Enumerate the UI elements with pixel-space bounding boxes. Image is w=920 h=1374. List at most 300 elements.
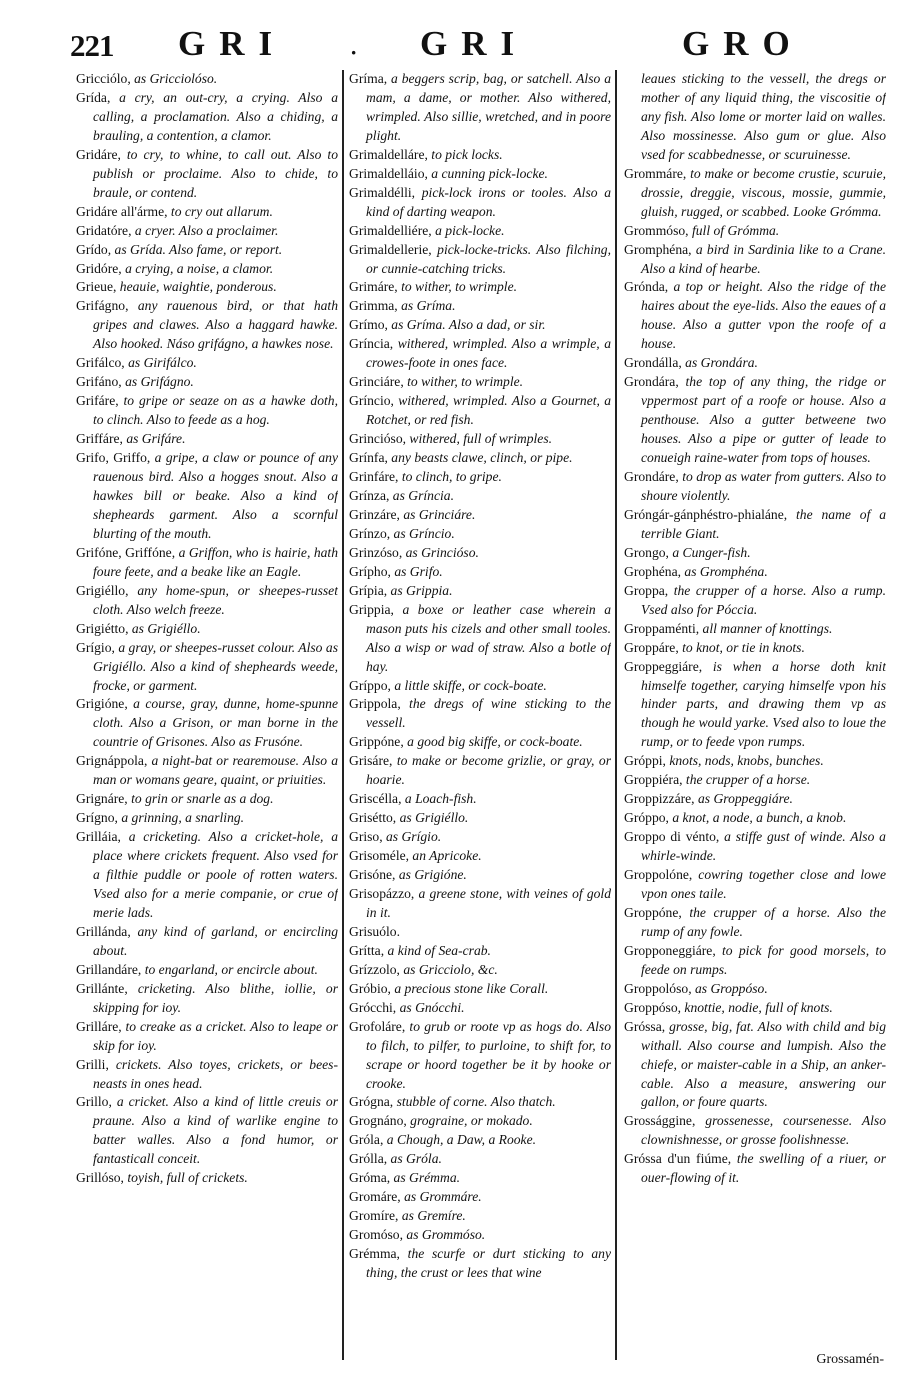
column-1 bbox=[76, 70, 338, 1368]
entry-headword: Grondálla, bbox=[624, 355, 682, 371]
entry-headword: Grieue, bbox=[76, 279, 117, 295]
entry-headword: Grommóso, bbox=[624, 222, 689, 238]
entry-definition: a gray, or sheepes-russet colour. Also as Grigiéllo. Also a kind of shepheards weede, frocke, or garment. bbox=[93, 639, 338, 693]
entry-definition: a cryer. Also a proclaimer. bbox=[131, 222, 279, 238]
dictionary-entry bbox=[349, 1112, 611, 1131]
entry-headword: Gríncia, bbox=[349, 336, 394, 352]
entry-headword: Gróssa d'un fiúme, bbox=[624, 1151, 732, 1167]
dictionary-entry bbox=[76, 620, 338, 639]
entry-headword: Grída, bbox=[76, 89, 111, 105]
entry-headword: Grifáno, bbox=[76, 374, 122, 390]
entry-definition: withered, wrimpled. Also a Gournet, a Rotchet, or red fish. bbox=[366, 393, 611, 428]
entry-definition: as Gricciolóso. bbox=[130, 71, 218, 86]
entry-headword: Grifáre, bbox=[76, 393, 119, 409]
entry-definition: to engarland, or encircle about. bbox=[141, 961, 318, 977]
dictionary-entry bbox=[624, 165, 886, 222]
dictionary-entry bbox=[76, 923, 338, 961]
entry-definition: a good big skiffe, or cock-boate. bbox=[403, 734, 583, 750]
dictionary-entry bbox=[76, 146, 338, 203]
dictionary-entry bbox=[76, 695, 338, 752]
entry-definition: the name of a terrible Giant. bbox=[641, 506, 886, 541]
entry-definition: to drop as water from gutters. Also to shoure violently. bbox=[641, 469, 886, 503]
entry-definition: to clinch, to gripe. bbox=[398, 469, 502, 485]
entry-definition: as Girifálco. bbox=[124, 355, 197, 371]
entry-headword: Gridóre, bbox=[76, 260, 122, 276]
dictionary-entry bbox=[76, 752, 338, 790]
entry-definition: toyish, full of crickets. bbox=[123, 1170, 248, 1186]
entry-definition: as Grincióso. bbox=[402, 544, 479, 560]
entry-definition: the scurfe or durt sticking to any thing, the crust or lees that wine bbox=[366, 1246, 611, 1281]
entry-headword: Grógna, bbox=[349, 1094, 394, 1110]
entry-definition: the crupper of a horse. bbox=[682, 772, 811, 788]
entry-definition: to gripe or seaze on as a hawke doth, to clinch. Also to feede as a hog. bbox=[93, 393, 338, 428]
entry-headword: Gríppo, bbox=[349, 677, 391, 693]
entry-definition: as Gnócchi. bbox=[396, 999, 465, 1015]
dictionary-entry bbox=[349, 165, 611, 184]
entry-definition: as Grommáre. bbox=[400, 1189, 482, 1205]
dictionary-entry bbox=[624, 278, 886, 354]
entry-headword: Grínfa, bbox=[349, 450, 388, 466]
entry-definition: as Grigiéllo. bbox=[128, 620, 201, 636]
entry-headword: Gríma, bbox=[349, 71, 388, 86]
entry-definition: a cry, an out-cry, a crying. Also a calling, a proclamation. Also a chiding, a brauling, a contention, a clamor. bbox=[93, 89, 338, 143]
dictionary-entry bbox=[349, 70, 611, 146]
entry-definition: as Gróla. bbox=[387, 1151, 442, 1167]
entry-definition: an Apricoke. bbox=[409, 848, 482, 864]
header-separator: · bbox=[350, 40, 358, 65]
entry-definition: to knot, or tie in knots. bbox=[678, 639, 805, 655]
entry-definition: any kind of garland, or encircling about. bbox=[93, 923, 338, 958]
dictionary-entry bbox=[624, 658, 886, 753]
entry-definition: any home-spun, or sheepes-russet cloth. Also welch freeze. bbox=[93, 582, 338, 617]
entry-definition: to wither, to wrimple. bbox=[397, 279, 518, 295]
entry-definition: the dregs of wine sticking to the vessell. bbox=[366, 696, 611, 731]
dictionary-entry bbox=[76, 373, 338, 392]
entry-headword: Grónda, bbox=[624, 279, 669, 295]
entry-headword: Grommáre, bbox=[624, 165, 687, 181]
dictionary-entry bbox=[76, 961, 338, 980]
entry-definition: knots, nods, knobs, bunches. bbox=[665, 753, 824, 769]
entry-headword: Grondáre, bbox=[624, 469, 679, 485]
entry-headword: Grilli, bbox=[76, 1056, 109, 1072]
column-3 bbox=[624, 70, 886, 1368]
entry-headword: Grisétto, bbox=[349, 810, 397, 826]
entry-headword: Griffáre, bbox=[76, 431, 123, 447]
entry-definition: a kind of Sea-crab. bbox=[384, 942, 491, 958]
dictionary-entry bbox=[349, 487, 611, 506]
entry-definition: as Grifáre. bbox=[122, 431, 186, 447]
entry-headword: Groppóso, bbox=[624, 999, 682, 1015]
entry-definition: a Cunger-fish. bbox=[668, 544, 751, 560]
entry-headword: Grillóso, bbox=[76, 1170, 124, 1186]
dictionary-entry bbox=[624, 752, 886, 771]
dictionary-entry bbox=[76, 980, 338, 1018]
entry-headword: Groppiéra, bbox=[624, 772, 683, 788]
entry-headword: Gricciólo, bbox=[76, 71, 131, 86]
dictionary-entry bbox=[349, 335, 611, 373]
entry-definition: as Grígio. bbox=[382, 829, 442, 845]
entry-headword: Grimaldellerie, bbox=[349, 241, 432, 257]
entry-headword: Grillánte, bbox=[76, 980, 128, 996]
dictionary-entry bbox=[76, 278, 338, 297]
running-head-left: GRI bbox=[178, 24, 287, 63]
entry-definition: the top of any thing, the ridge or vppermost part of a roofe or house. Also a penthouse. Also a gutter betweene two houses. Also a pipe or gutter of leade to conueigh raine-water from tops of houses. bbox=[641, 374, 886, 466]
entry-definition: a boxe or leather case wherein a mason puts his cizels and other small tooles. Also a wisp or wad of straw. Also a botle of hay. bbox=[366, 601, 611, 674]
entry-definition: any beasts clawe, clinch, or pipe. bbox=[387, 450, 573, 466]
entry-headword: Grippóne, bbox=[349, 734, 404, 750]
entry-definition: full of Grómma. bbox=[688, 222, 780, 238]
dictionary-entry bbox=[76, 354, 338, 373]
entry-headword: Grongo, bbox=[624, 544, 669, 560]
entry-headword: Gríncio, bbox=[349, 393, 394, 409]
entry-definition: as Grifágno. bbox=[121, 374, 194, 390]
entry-headword: Grimáre, bbox=[349, 279, 398, 295]
entry-headword: Groppolóne, bbox=[624, 867, 693, 883]
entry-definition: the swelling of a riuer, or ouer-flowing of it. bbox=[641, 1151, 886, 1186]
entry-definition: a cricket. Also a kind of little creuis or praune. Also a kind of warlike engine to batter walles. Also a fond humor, or fantasticall conceit. bbox=[93, 1094, 338, 1167]
entry-headword: Gróppo, bbox=[624, 810, 669, 826]
entry-definition: stubble of corne. Also thatch. bbox=[393, 1094, 556, 1110]
entry-headword: Grincióso, bbox=[349, 431, 407, 447]
entry-definition: grossenesse, coursenesse. Also clownishnesse, or grosse foolishnesse. bbox=[641, 1113, 886, 1148]
entry-headword: Gromíre, bbox=[349, 1208, 399, 1224]
entry-definition: pick-locke-tricks. Also filching, or cunnie-catching tricks. bbox=[366, 241, 611, 276]
entry-headword: Grítta, bbox=[349, 942, 385, 958]
dictionary-entry bbox=[349, 866, 611, 885]
entry-definition: as Grippia. bbox=[387, 582, 453, 598]
dictionary-entry bbox=[349, 961, 611, 980]
dictionary-entry bbox=[624, 904, 886, 942]
entry-headword: Grillandáre, bbox=[76, 961, 142, 977]
dictionary-entry bbox=[349, 1093, 611, 1112]
dictionary-entry bbox=[624, 1150, 886, 1188]
dictionary-entry bbox=[624, 582, 886, 620]
entry-headword: Gridáre all'árme, bbox=[76, 203, 168, 219]
entry-headword: Gromóso, bbox=[349, 1227, 403, 1243]
dictionary-entry bbox=[76, 241, 338, 260]
dictionary-entry bbox=[76, 544, 338, 582]
entry-headword: Grémma, bbox=[349, 1246, 400, 1262]
entry-headword: Grípho, bbox=[349, 563, 391, 579]
entry-headword: Grippia, bbox=[349, 601, 394, 617]
dictionary-entry bbox=[624, 809, 886, 828]
entry-definition: cricketing. Also blithe, iollie, or skipping for ioy. bbox=[93, 980, 338, 1015]
entry-headword: Grondára, bbox=[624, 374, 679, 390]
entry-headword: Gróma, bbox=[349, 1170, 391, 1186]
entry-headword: Gridáre, bbox=[76, 146, 121, 162]
page-header bbox=[70, 14, 880, 65]
dictionary-entry bbox=[624, 942, 886, 980]
entry-headword: Groppa, bbox=[624, 582, 669, 598]
entry-headword: Grisuólo. bbox=[349, 923, 400, 939]
entry-headword: Grilláre, bbox=[76, 1018, 122, 1034]
dictionary-entry bbox=[624, 70, 886, 165]
dictionary-entry bbox=[76, 297, 338, 354]
dictionary-entry bbox=[349, 468, 611, 487]
entry-headword: Grinfáre, bbox=[349, 469, 399, 485]
entry-headword: Grígno, bbox=[76, 810, 118, 826]
entry-definition: to cry, to whine, to call out. Also to publish or proclaime. Also to chide, to braule, or contend. bbox=[93, 146, 338, 200]
entry-definition: a bird in Sardinia like to a Crane. Also a kind of hearbe. bbox=[641, 241, 886, 276]
entry-definition: to cry out allarum. bbox=[167, 203, 273, 219]
entry-definition: a little skiffe, or cock-boate. bbox=[390, 677, 547, 693]
entry-definition: a pick-locke. bbox=[431, 222, 505, 238]
dictionary-entry bbox=[76, 639, 338, 696]
entry-headword: Grimaldelláre, bbox=[349, 146, 428, 162]
running-head-center: GRI bbox=[420, 24, 529, 63]
entry-headword: Grippola, bbox=[349, 696, 401, 712]
dictionary-entry bbox=[349, 297, 611, 316]
entry-definition: as Grída. Also fame, or report. bbox=[111, 241, 283, 257]
dictionary-entry bbox=[624, 828, 886, 866]
entry-headword: Grólla, bbox=[349, 1151, 388, 1167]
entry-headword: Grophéna, bbox=[624, 563, 681, 579]
entry-definition: a Chough, a Daw, a Rooke. bbox=[383, 1132, 537, 1148]
entry-definition: pick-lock irons or tooles. Also a kind of darting weapon. bbox=[366, 184, 611, 219]
column-rule-2 bbox=[615, 70, 617, 1360]
entry-headword: Grignáre, bbox=[76, 791, 128, 807]
entry-headword: Gromphéna, bbox=[624, 241, 692, 257]
entry-headword: Grípia, bbox=[349, 582, 388, 598]
dictionary-entry bbox=[624, 544, 886, 563]
dictionary-entry bbox=[349, 752, 611, 790]
entry-definition: the crupper of a horse. Also a rump. Vsed also for Póccia. bbox=[641, 582, 886, 617]
dictionary-entry bbox=[349, 506, 611, 525]
dictionary-entry bbox=[349, 1018, 611, 1094]
entry-definition: a Griffon, who is hairie, hath foure feete, and a beake like an Eagle. bbox=[93, 544, 338, 579]
entry-definition: as Gríma. bbox=[397, 298, 456, 314]
entry-headword: Grifálco, bbox=[76, 355, 125, 371]
dictionary-entry bbox=[349, 563, 611, 582]
entry-headword: Gridatóre, bbox=[76, 222, 132, 238]
dictionary-entry bbox=[349, 980, 611, 999]
entry-headword: Groppaménti, bbox=[624, 620, 700, 636]
entry-definition: a cricketing. Also a cricket-hole, a place where crickets frequent. Also vsed for a filthie puddle or poole of rotten waters. Vsed also for a merie companie, or crue of merie lads. bbox=[93, 829, 338, 920]
dictionary-entry bbox=[349, 430, 611, 449]
dictionary-entry bbox=[624, 241, 886, 279]
dictionary-entry bbox=[76, 260, 338, 279]
dictionary-entry bbox=[76, 70, 338, 89]
dictionary-entry bbox=[624, 866, 886, 904]
entry-definition: to grin or snarle as a dog. bbox=[127, 791, 274, 807]
entry-definition: to grub or roote vp as hogs do. Also to filch, to pilfer, to purloine, to shift for, to scrape or hoord together be it by hooke or crooke. bbox=[366, 1018, 611, 1091]
entry-headword: Groppo di vénto, bbox=[624, 829, 720, 845]
catchword: Grossamén- bbox=[816, 1352, 884, 1367]
entry-headword: Griscélla, bbox=[349, 791, 402, 807]
dictionary-entry bbox=[76, 790, 338, 809]
entry-definition: grograine, or mokado. bbox=[406, 1113, 533, 1129]
dictionary-entry bbox=[349, 1150, 611, 1169]
dictionary-entry bbox=[349, 809, 611, 828]
entry-headword: Grisopázzo, bbox=[349, 885, 415, 901]
entry-headword: Grígio, bbox=[76, 639, 115, 655]
entry-definition: a gripe, a claw or pounce of any rauenous bird. Also a hogges snout. Also a hawkes bill or beake. Also a kind of shepheards garment. Also a scornful blurting of the mouth. bbox=[93, 450, 338, 541]
dictionary-entry bbox=[349, 582, 611, 601]
dictionary-entry bbox=[624, 354, 886, 373]
entry-definition: as Gríma. Also a dad, or sir. bbox=[387, 317, 546, 333]
entry-headword: Grinciáre, bbox=[349, 374, 404, 390]
entry-headword: Gróbio, bbox=[349, 980, 391, 996]
dictionary-entry bbox=[349, 790, 611, 809]
dictionary-entry bbox=[76, 222, 338, 241]
dictionary-entry bbox=[349, 601, 611, 677]
entry-definition: a stiffe gust of winde. Also a whirle-winde. bbox=[641, 829, 886, 864]
entry-definition: knottie, nodie, full of knots. bbox=[681, 999, 833, 1015]
dictionary-entry bbox=[349, 525, 611, 544]
dictionary-entry bbox=[349, 999, 611, 1018]
dictionary-entry bbox=[76, 582, 338, 620]
entry-headword: Griso, bbox=[349, 829, 383, 845]
entry-headword: Grignáppola, bbox=[76, 753, 148, 769]
entry-definition: the crupper of a horse. Also the rump of any fowle. bbox=[641, 904, 886, 939]
column-rule-1 bbox=[342, 70, 344, 1360]
entry-headword: Grízzolo, bbox=[349, 961, 400, 977]
entry-definition: as Gremíre. bbox=[398, 1208, 466, 1224]
entry-headword: Grifóne, Griffóne, bbox=[76, 544, 176, 560]
entry-definition: a beggers scrip, bag, or satchell. Also a mam, a dame, or mother. Also withered, wrimpled. Also sillie, wretched, and in poore plight. bbox=[366, 71, 611, 143]
entry-headword: Gróngár-gánphéstro-phialáne, bbox=[624, 506, 788, 522]
dictionary-entry bbox=[349, 923, 611, 942]
dictionary-entry bbox=[349, 847, 611, 866]
entry-headword: Gróssa, bbox=[624, 1018, 666, 1034]
dictionary-entry bbox=[624, 639, 886, 658]
entry-headword: Grimaldelláio, bbox=[349, 165, 428, 181]
dictionary-entry bbox=[624, 563, 886, 582]
entry-headword: Gróla, bbox=[349, 1132, 384, 1148]
dictionary-entry bbox=[624, 1018, 886, 1113]
entry-definition: to pick locks. bbox=[427, 146, 503, 162]
dictionary-entry bbox=[76, 1169, 338, 1188]
running-head-right: GRO bbox=[682, 24, 804, 63]
column-2 bbox=[349, 70, 611, 1368]
entry-definition: a course, gray, dunne, home-spunne cloth. Also a Grison, or man borne in the countrie of Grisones. Also as Frusóne. bbox=[93, 696, 338, 750]
dictionary-entry bbox=[349, 449, 611, 468]
entry-definition: as Grifo. bbox=[390, 563, 443, 579]
dictionary-entry bbox=[624, 999, 886, 1018]
entry-headword: Grilláia, bbox=[76, 829, 121, 845]
dictionary-entry bbox=[624, 373, 886, 468]
entry-headword: Groppeggiáre, bbox=[624, 658, 703, 674]
entry-headword: Grimma, bbox=[349, 298, 398, 314]
entry-headword: Grigiéllo, bbox=[76, 582, 129, 598]
entry-headword: Grillánda, bbox=[76, 923, 131, 939]
entry-definition: all manner of knottings. bbox=[699, 620, 833, 636]
dictionary-entry bbox=[349, 392, 611, 430]
dictionary-entry bbox=[349, 373, 611, 392]
entry-headword: Grinzóso, bbox=[349, 544, 403, 560]
entry-definition: as Gromphéna. bbox=[681, 563, 768, 579]
entry-definition: as Grigióne. bbox=[395, 867, 467, 883]
entry-headword: Grognáno, bbox=[349, 1113, 407, 1129]
dictionary-entry bbox=[624, 506, 886, 544]
page-number: 221 bbox=[70, 28, 114, 63]
entry-definition: leaues sticking to the vessell, the dregs or mother of any liquid thing, the viscositie of any fish. Also lome or morter laid on walles. Also mossinesse. Also gum or glue. Also vsed for scabbednesse, or scuruinesse. bbox=[641, 71, 886, 162]
entry-definition: as Grommóso. bbox=[403, 1227, 486, 1243]
entry-headword: Grínza, bbox=[349, 487, 390, 503]
entry-definition: to make or become grizlie, or gray, or hoarie. bbox=[366, 753, 611, 788]
entry-definition: crickets. Also toyes, crickets, or bees-neasts in ones head. bbox=[93, 1056, 338, 1091]
entry-headword: Grimaldelliére, bbox=[349, 222, 432, 238]
entry-definition: a greene stone, with veines of gold in it. bbox=[366, 885, 611, 920]
entry-definition: any rauenous bird, or that hath gripes and clawes. Also a haggard hawke. Also hooked. Náso grifágno, a hawkes nose. bbox=[93, 298, 338, 352]
entry-definition: a knot, a node, a bunch, a knob. bbox=[668, 810, 847, 826]
dictionary-entry bbox=[349, 733, 611, 752]
dictionary-entry bbox=[76, 1056, 338, 1094]
entry-headword: Groppolóso, bbox=[624, 980, 692, 996]
entry-headword: Grído, bbox=[76, 241, 112, 257]
dictionary-entry bbox=[349, 316, 611, 335]
entry-headword: Grinzáre, bbox=[349, 506, 400, 522]
entry-definition: cowring together close and lowe vpon ones taile. bbox=[641, 867, 886, 901]
entry-headword: Grillo, bbox=[76, 1094, 112, 1110]
entry-headword: Groppizzáre, bbox=[624, 791, 695, 807]
dictionary-entry bbox=[349, 1226, 611, 1245]
entry-definition: to creake as a cricket. Also to leape or skip for ioy. bbox=[93, 1018, 338, 1053]
entry-definition: a top or height. Also the ridge of the haires about the eye-lids. Also the eaues of a house. Also a gutter vpon the roofe of a house. bbox=[641, 279, 886, 352]
entry-headword: Grisáre, bbox=[349, 753, 393, 769]
entry-headword: Gropponeggiáre, bbox=[624, 942, 716, 958]
entry-definition: as Groppóso. bbox=[691, 980, 768, 996]
dictionary-entry bbox=[624, 980, 886, 999]
entry-definition: a Loach-fish. bbox=[401, 791, 477, 807]
entry-headword: Grifágno, bbox=[76, 298, 129, 314]
dictionary-entry bbox=[349, 942, 611, 961]
entry-headword: Grímo, bbox=[349, 317, 388, 333]
entry-headword: Grisóne, bbox=[349, 867, 396, 883]
dictionary-entry bbox=[349, 1188, 611, 1207]
dictionary-entry bbox=[349, 828, 611, 847]
dictionary-entry bbox=[76, 203, 338, 222]
entry-definition: to pick for good morsels, to feede on rumps. bbox=[641, 942, 886, 977]
entry-definition: withered, wrimpled. Also a wrimple, a crowes-foote in ones face. bbox=[366, 336, 611, 371]
entry-definition: as Grémma. bbox=[390, 1170, 461, 1186]
entry-headword: Groppóne, bbox=[624, 904, 682, 920]
entry-definition: a precious stone like Corall. bbox=[390, 980, 549, 996]
entry-definition: a grinning, a snarling. bbox=[117, 810, 245, 826]
dictionary-entry bbox=[349, 1207, 611, 1226]
dictionary-entry bbox=[624, 1112, 886, 1150]
dictionary-entry bbox=[349, 278, 611, 297]
dictionary-entry bbox=[349, 1131, 611, 1150]
entry-headword: Grínzo, bbox=[349, 525, 391, 541]
dictionary-entry bbox=[624, 771, 886, 790]
entry-definition: is when a horse doth knit himselfe together, carying himselfe vpon his hinder parts, and drawing them vp as though he would yarke. Vsed also to loue the rump, or to feede vpon rumps. bbox=[641, 658, 886, 750]
entry-definition: a crying, a noise, a clamor. bbox=[121, 260, 274, 276]
entry-headword: Grócchi, bbox=[349, 999, 397, 1015]
entry-definition: a cunning pick-locke. bbox=[427, 165, 548, 181]
entry-definition: to make or become crustie, scuruie, drossie, dreggie, viscous, mossie, gummie, gluish, rugged, or scabbed. Looke Grómma. bbox=[641, 165, 886, 219]
entry-headword: Gróppi, bbox=[624, 753, 666, 769]
entry-headword: Groppáre, bbox=[624, 639, 679, 655]
entry-definition: as Grondára. bbox=[681, 355, 758, 371]
entry-headword: Grimaldélli, bbox=[349, 184, 416, 200]
dictionary-entry bbox=[76, 449, 338, 544]
dictionary-entry bbox=[624, 790, 886, 809]
entry-definition: heauie, waightie, ponderous. bbox=[116, 279, 277, 295]
entry-headword: Grifo, Griffo, bbox=[76, 450, 151, 466]
dictionary-entry bbox=[349, 544, 611, 563]
dictionary-entry bbox=[349, 885, 611, 923]
entry-headword: Grisoméle, bbox=[349, 848, 410, 864]
dictionary-entry bbox=[349, 1169, 611, 1188]
dictionary-entry bbox=[624, 468, 886, 506]
dictionary-entry bbox=[349, 677, 611, 696]
entry-definition: to wither, to wrimple. bbox=[403, 374, 524, 390]
entry-headword: Grossággine, bbox=[624, 1113, 696, 1129]
entry-definition: as Gricciolo, &c. bbox=[399, 961, 498, 977]
dictionary-entry bbox=[76, 392, 338, 430]
dictionary-entry bbox=[624, 222, 886, 241]
